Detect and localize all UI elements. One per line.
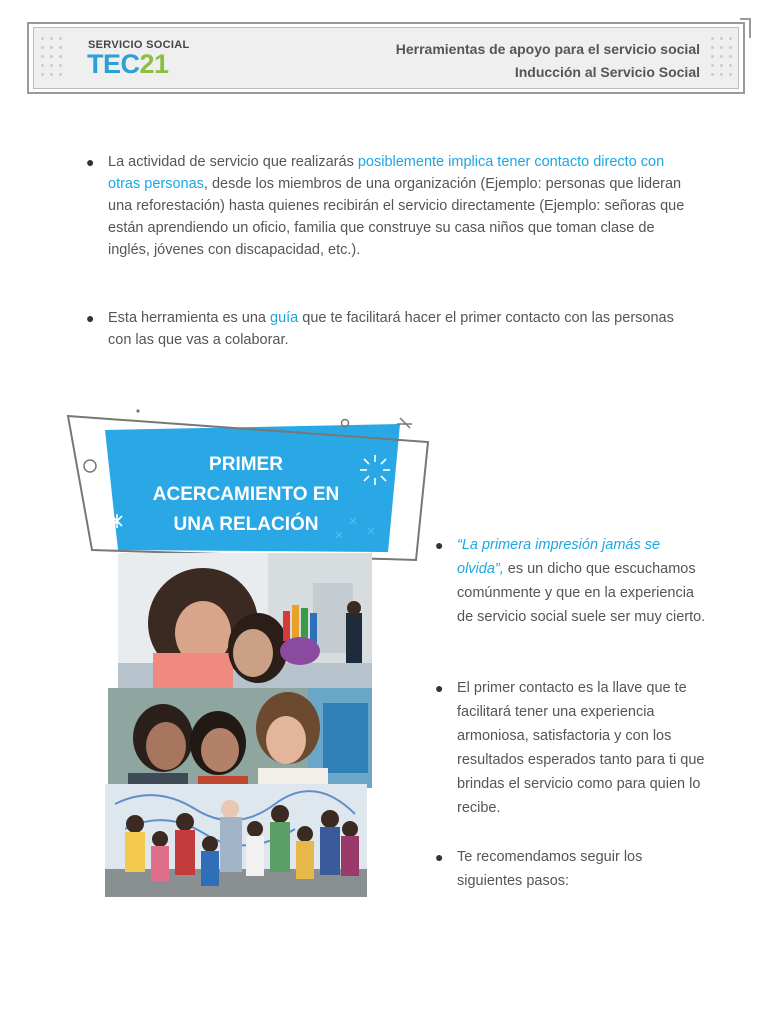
intro-text: La actividad de servicio que realizarás bbox=[108, 154, 358, 170]
bullet-icon: ● bbox=[435, 680, 444, 696]
bullet-icon: ● bbox=[435, 537, 444, 553]
logo-number: 21 bbox=[139, 49, 169, 79]
intro-text: que te facilitará hacer el primer contacto con las personas con las que vas a colaborar. bbox=[108, 310, 674, 348]
header-title-line2: Inducción al Servicio Social bbox=[514, 64, 700, 80]
side-bullet bbox=[435, 533, 707, 629]
intro-text: Esta herramienta es una bbox=[108, 310, 271, 326]
logo bbox=[87, 51, 169, 78]
logo-tec: TEC bbox=[87, 49, 140, 79]
dot-pattern bbox=[708, 34, 734, 78]
quote-text: “La primera impresión jamás se olvida”, bbox=[457, 537, 661, 577]
intro-bullet bbox=[86, 307, 683, 351]
bullet-icon: ● bbox=[86, 154, 95, 170]
side-bullet bbox=[435, 676, 707, 820]
card-title-line: PRIMER bbox=[209, 454, 283, 475]
intro-text: , desde los miembros de una organización (Ejemplo: personas que lideran una reforestación) hasta quienes recibirán el servicio directamente (Ejemplo: señoras que están aprendiendo un oficio, familia que construye su casa niños que toman clase de inglés, jóvenes con discapacidad, etc.). bbox=[108, 176, 685, 258]
intro-highlight: guía bbox=[270, 310, 299, 326]
card-title-line: UNA RELACIÓN bbox=[173, 514, 319, 535]
side-text: es un dicho que escuchamos comúnmente y que en la experiencia de servicio social suele ser muy cierto. bbox=[457, 561, 706, 625]
dot-pattern bbox=[38, 34, 64, 78]
side-text: El primer contacto es la llave que te facilitará tener una experiencia armoniosa, satisfactoria y con los resultados esperados tanto para ti que brindas el servicio como para quien lo recibe. bbox=[457, 680, 705, 816]
intro-highlight: posiblemente implica tener contacto directo con otras personas bbox=[108, 154, 665, 192]
side-bullet bbox=[435, 845, 707, 893]
bullet-icon: ● bbox=[86, 310, 95, 326]
side-text: Te recomendamos seguir los siguientes pasos: bbox=[457, 849, 643, 889]
logo-caption: SERVICIO SOCIAL bbox=[88, 39, 190, 51]
photo-girls-painted-hands bbox=[118, 553, 372, 693]
card-title bbox=[118, 450, 374, 540]
header-title-line1: Herramientas de apoyo para el servicio social bbox=[395, 41, 700, 57]
intro-bullet bbox=[86, 151, 698, 261]
bullet-icon: ● bbox=[435, 849, 444, 865]
card-title-line: ACERCAMIENTO EN bbox=[152, 484, 340, 505]
photo-women-smiling bbox=[108, 688, 372, 788]
photo-group-children bbox=[105, 784, 367, 897]
header-title bbox=[396, 38, 700, 84]
